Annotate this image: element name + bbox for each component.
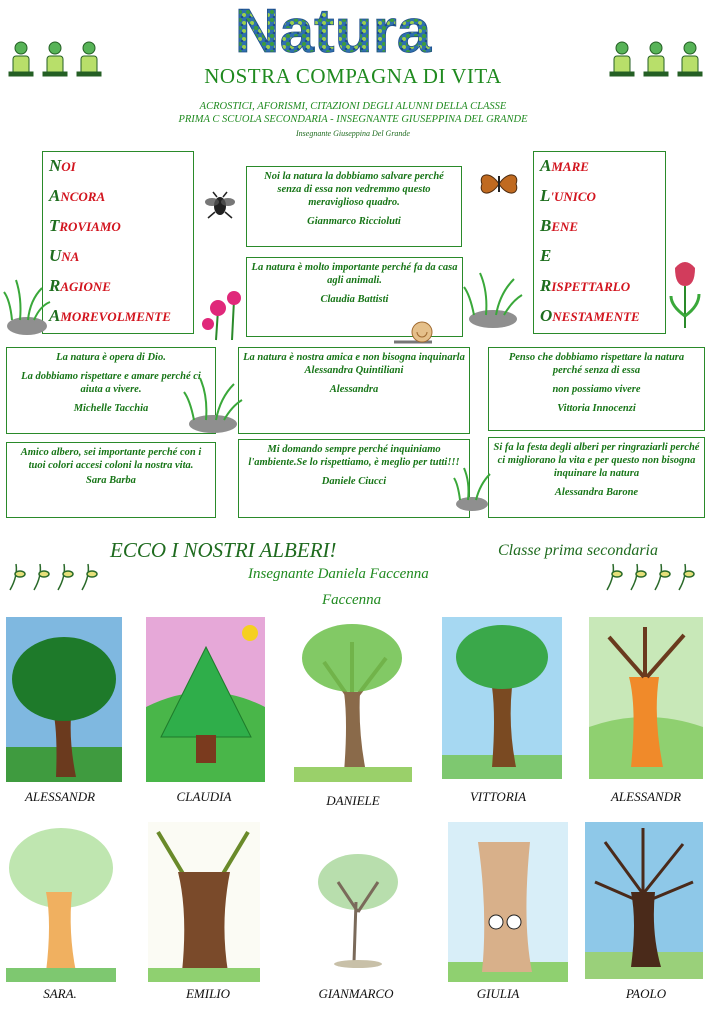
trees-heading: ECCO I NOSTRI ALBERI! (110, 538, 337, 562)
tulip-icon (667, 256, 703, 330)
acrostic-left-line: UNA (49, 246, 80, 265)
trees-teacher: Insegnante Daniela Faccenna (248, 566, 429, 582)
acrostic-right-line: L'UNICO (540, 186, 596, 205)
quote-text: La dobbiamo rispettare e amare perché ci aiuta a vivere. (21, 371, 201, 395)
quote-box-6 (6, 442, 216, 518)
drawing-label: CLAUDIA (176, 789, 232, 804)
flowers-right-decoration (602, 560, 702, 592)
tree-drawing-daniele (294, 612, 412, 782)
quote-text: La natura è molto importante perché fa da casa agli animali. (251, 262, 458, 286)
quote-author: Vittoria Innocenzi (557, 403, 636, 414)
quote-text: Amico albero, sei importante perché con i tuoi colori accesi coloni la nostra vita. (20, 447, 202, 471)
drawing-label: ALESSANDR (24, 789, 96, 804)
drawing-label: PAOLO (625, 986, 667, 1001)
acrostic-left-box (42, 151, 194, 334)
drawing-label: GIULIA (476, 986, 520, 1001)
acrostic-left-line: TROVIAMO (49, 216, 121, 235)
quote-author: Alessandra (329, 384, 379, 395)
subtitle-line2: PRIMA C SCUOLA SECONDARIA - INSEGNANTE GIUSEPPINA DEL GRANDE (178, 114, 528, 125)
drawing-label: GIANMARCO (318, 986, 394, 1001)
flowers-icon (196, 280, 252, 342)
logo-text: Natura (234, 2, 432, 58)
tree-drawing-vittoria (442, 617, 562, 779)
tree-drawing-alessandro-1 (6, 617, 122, 782)
tree-drawing-emilio (148, 822, 260, 982)
quote-box-7 (238, 439, 470, 518)
quote-box-4 (238, 347, 470, 434)
acrostic-right-line: E (540, 246, 552, 265)
drawing-label: ALESSANDR (610, 789, 682, 804)
grass-small-icon (452, 460, 492, 512)
acrostic-right-list (534, 152, 665, 332)
grass-middle-icon (180, 370, 246, 436)
quote-author: Claudia Battisti (320, 294, 389, 305)
quote-box-8 (488, 437, 705, 518)
quote-box-5 (488, 347, 705, 431)
teacher-line: Insegnante Giuseppina Del Grande (296, 129, 410, 138)
class-label: Classe prima secondaria (498, 542, 658, 559)
quote-text: non possiamo vivere (552, 384, 641, 395)
tree-drawing-sara (6, 822, 116, 982)
quote-text: Si fa la festa degli alberi per ringraziarli perché ci migliorano la vita e per questo non bisogna inquinare la natura (493, 442, 700, 479)
drawing-label: VITTORIA (469, 789, 527, 804)
acrostic-left-line: AMOREVOLMENTE (49, 306, 171, 325)
quote-text: Penso che dobbiamo rispettare la natura perché senza di essa (508, 352, 685, 376)
acrostic-left-list (43, 152, 193, 332)
acrostic-left-line: NOI (49, 156, 76, 175)
tree-drawing-alessandro-2 (589, 617, 703, 779)
acrostic-right-line: ONESTAMENTE (540, 306, 640, 325)
quote-author: Alessandra Barone (554, 487, 639, 498)
subtitle-line1: ACROSTICI, AFORISMI, CITAZIONI DEGLI ALUNNI DELLA CLASSE (199, 101, 507, 112)
quote-author: Sara Barba (86, 475, 136, 486)
quote-text: Mi domando sempre perché inquiniamo l'ambiente.Se lo rispettiamo, è meglio per tutti!!! (248, 444, 460, 468)
acrostic-right-line: BENE (540, 216, 579, 235)
tree-drawing-claudia (146, 617, 265, 782)
grass-left-icon (2, 270, 52, 336)
natura-logo (222, 2, 444, 58)
quote-text: Noi la natura la dobbiamo salvare perché senza di essa non vedremmo questo meraviglioso quadro. (264, 171, 444, 208)
acrostic-right-line: AMARE (540, 156, 589, 175)
page-title: NOSTRA COMPAGNA DI VITA (204, 64, 502, 88)
acrostic-right-line: RISPETTARLO (540, 276, 631, 295)
acrostic-left-line: ANCORA (49, 186, 106, 205)
quote-author: Gianmarco Riccioluti (307, 216, 401, 227)
acrostic-left-line: RAGIONE (49, 276, 111, 295)
bug-icon (203, 190, 237, 220)
trees-teacher-overlap: Faccenna (322, 592, 382, 604)
flowers-left-decoration (6, 560, 104, 592)
grass-right-icon (460, 265, 526, 331)
drawing-label: DANIELE (326, 793, 380, 808)
acrostic-right-box (533, 151, 666, 334)
quote-text: La natura è nostra amica e non bisogna inquinarla Alessandra Quintiliani (243, 352, 465, 376)
tree-drawing-paolo (585, 822, 703, 979)
tree-drawing-giulia (448, 822, 568, 982)
drawing-label: EMILIO (185, 986, 231, 1001)
snail-icon (392, 318, 438, 346)
butterfly-icon (478, 170, 520, 198)
tree-drawing-gianmarco (298, 822, 418, 982)
quote-author: Daniele Ciucci (321, 476, 387, 487)
drawing-label: SARA. (43, 986, 77, 1001)
quote-author: Michelle Tacchia (73, 403, 149, 414)
quote-text: La natura è opera di Dio. (56, 352, 166, 363)
quote-box-1 (246, 166, 462, 247)
